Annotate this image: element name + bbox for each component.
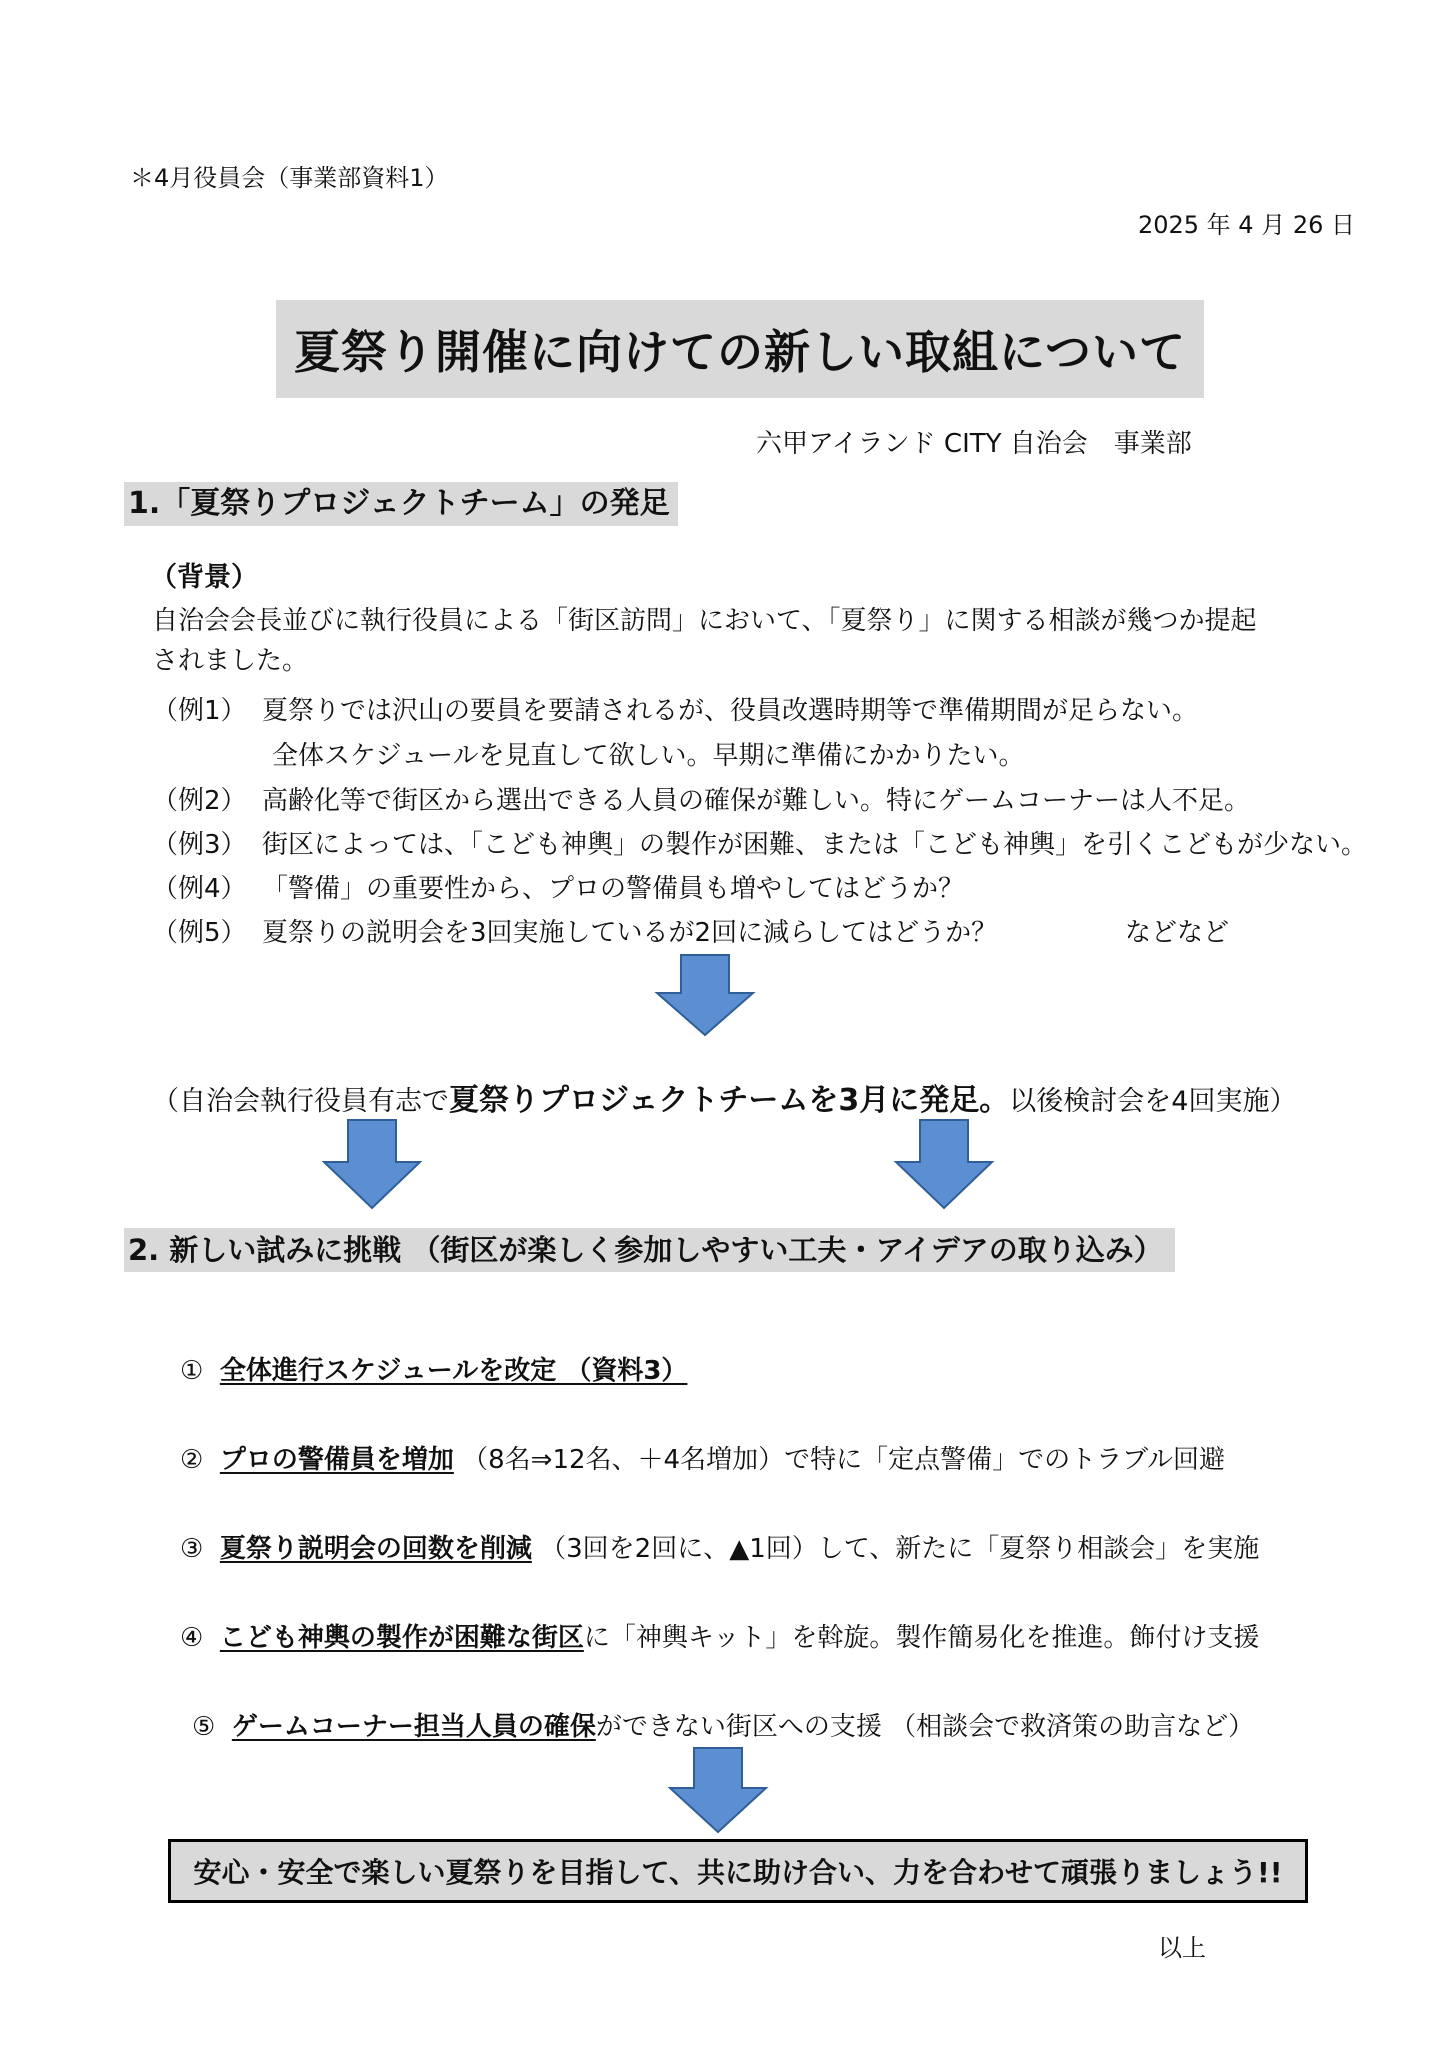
project-team-suffix: 以後検討会を4回実施）	[1009, 1086, 1297, 1117]
item-number: ③	[180, 1534, 204, 1564]
closing-mark: 以上	[1158, 1934, 1206, 1962]
initiative-item	[192, 1706, 1254, 1743]
example-2-label: （例2）	[152, 786, 247, 816]
item-key-text: 全体進行スケジュールを改定 （資料3）	[219, 1356, 688, 1386]
initiative-item	[180, 1528, 1259, 1565]
item-key-text: こども神輿の製作が困難な街区	[219, 1623, 584, 1653]
item-number: ①	[180, 1356, 204, 1386]
project-team-statement	[152, 1075, 1296, 1119]
conclusion-text: 安心・安全で楽しい夏祭りを目指して、共に助け合い、力を合わせて頑張りましょう!!	[193, 1856, 1283, 1889]
example-1-continuation: 全体スケジュールを見直して欲しい。早期に準備にかかりたい。	[272, 741, 1025, 771]
item-number: ④	[180, 1623, 204, 1653]
item-key-text: ゲームコーナー担当人員の確保	[231, 1712, 596, 1742]
example-3-label: （例3）	[152, 830, 247, 860]
example-3-text: 街区によっては、「こども神輿」の製作が困難、または「こども神輿」を引くこどもが少ない。	[262, 830, 1368, 860]
item-detail-text: （3回を2回に、▲1回）して、新たに「夏祭り相談会」を実施	[540, 1534, 1260, 1564]
background-heading: （背景）	[150, 562, 258, 593]
section-1-heading: 1.「夏祭りプロジェクトチーム」の発足	[124, 482, 678, 526]
example-1-label: （例1）	[152, 696, 247, 726]
item-number: ⑤	[192, 1712, 216, 1742]
example-5-label: （例5）	[152, 918, 247, 948]
item-key-text: プロの警備員を増加	[219, 1445, 454, 1475]
item-detail-text: に「神輿キット」を斡旋。製作簡易化を推進。飾付け支援	[583, 1623, 1260, 1653]
item-number: ②	[180, 1445, 204, 1475]
title-banner	[276, 300, 1204, 398]
conclusion-box	[168, 1839, 1308, 1903]
example-4-label: （例4）	[152, 874, 247, 904]
initiative-item	[180, 1617, 1259, 1654]
down-arrow-icon	[655, 955, 755, 1037]
project-team-prefix: （自治会執行役員有志で	[152, 1086, 449, 1117]
project-team-bold: 夏祭りプロジェクトチームを3月に発足。	[449, 1083, 1010, 1118]
intro-line-1: 自治会会長並びに執行役員による「街区訪問」において、「夏祭り」に関する相談が幾つか提起	[152, 606, 1257, 636]
example-2-text: 高齢化等で街区から選出できる人員の確保が難しい。特にゲームコーナーは人不足。	[262, 786, 1251, 816]
example-5-text: 夏祭りの説明会を3回実施しているが2回に減らしてはどうか？	[262, 918, 998, 948]
initiative-item	[180, 1350, 687, 1387]
document-date: 2025 年 4 月 26 日	[1137, 211, 1355, 239]
item-key-text: 夏祭り説明会の回数を削減	[219, 1534, 532, 1564]
intro-line-2: されました。	[152, 646, 309, 676]
section-2-heading: 2. 新しい試みに挑戦 （街区が楽しく参加しやすい工夫・アイデアの取り込み）	[124, 1228, 1175, 1272]
down-arrow-icon	[894, 1120, 994, 1210]
example-1-text: 夏祭りでは沢山の要員を要請されるが、役員改選時期等で準備期間が足らない。	[262, 696, 1199, 726]
page-title: 夏祭り開催に向けての新しい取組について	[293, 325, 1187, 379]
initiative-item	[180, 1439, 1225, 1476]
down-arrow-icon	[668, 1748, 768, 1834]
item-detail-text: ができない街区への支援 （相談会で救済策の助言など）	[595, 1712, 1255, 1742]
organization-name: 六甲アイランド CITY 自治会 事業部	[756, 429, 1192, 459]
document-reference: ＊4月役員会（事業部資料1）	[130, 164, 449, 192]
example-4-text: 「警備」の重要性から、プロの警備員も増やしてはどうか？	[262, 874, 965, 904]
example-5-suffix: などなど	[1125, 918, 1230, 948]
down-arrow-icon	[322, 1120, 422, 1210]
item-detail-text: （8名⇒12名、＋4名増加）で特に「定点警備」でのトラブル回避	[462, 1445, 1226, 1475]
